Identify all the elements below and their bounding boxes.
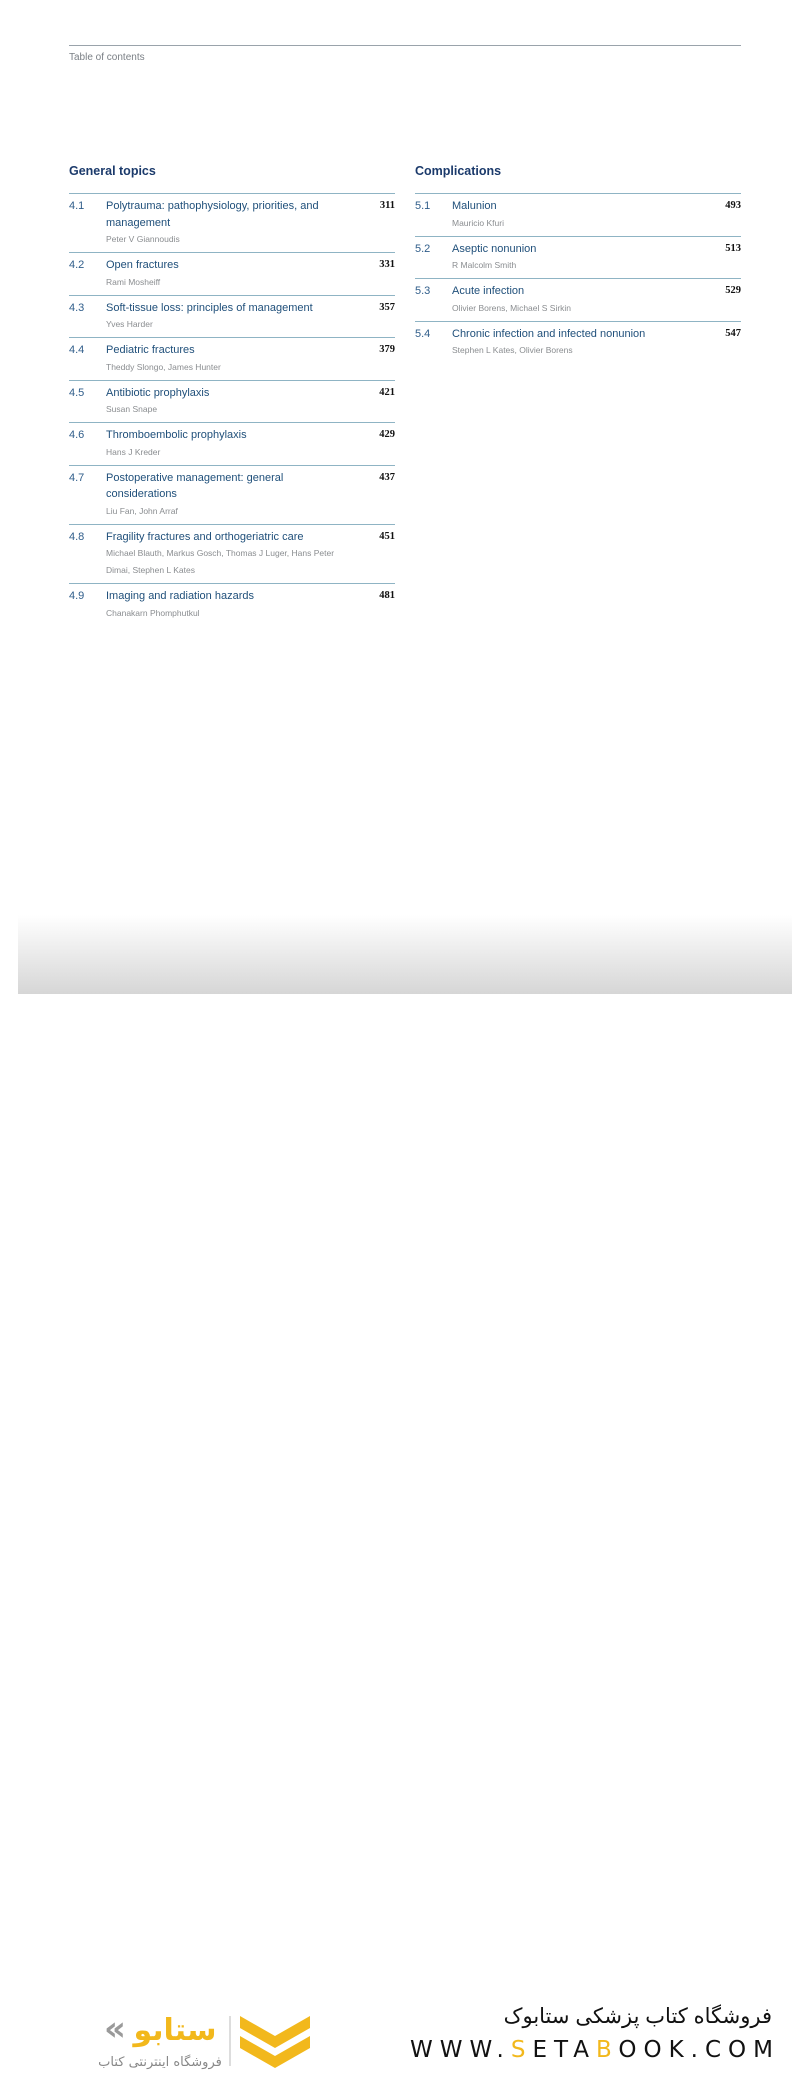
entry-page: 481	[379, 590, 395, 601]
section-title: Complications	[415, 164, 502, 178]
running-head: Table of contents	[69, 52, 145, 63]
toc-entry[interactable]	[69, 583, 395, 626]
shop-url[interactable]	[410, 2037, 780, 2063]
toc-entry[interactable]	[415, 321, 741, 364]
toc-entry[interactable]	[415, 278, 741, 321]
entry-author: Hans J Kreder	[106, 446, 161, 457]
entry-page: 421	[379, 386, 395, 398]
entry-page: 493	[725, 200, 741, 211]
entry-page: 529	[725, 285, 741, 296]
toc-entry[interactable]	[69, 193, 395, 252]
svg-text:فروشگاه اینترنتی کتاب: فروشگاه اینترنتی کتاب	[98, 2055, 222, 2070]
entry-page: 331	[379, 259, 395, 270]
entry-title: Polytrauma: pathophysiology, priorities, and management	[106, 200, 319, 229]
entry-title: Imaging and radiation hazards	[106, 590, 254, 602]
toc-entry[interactable]	[69, 422, 395, 465]
page-shadow	[18, 915, 792, 994]
toc-entry[interactable]	[69, 337, 395, 380]
entry-page: 311	[379, 200, 395, 211]
entry-author: Rami Mosheiff	[106, 276, 161, 287]
entry-author: Michael Blauth, Markus Gosch, Thomas J Luger, Hans Peter Dimai, Stephen L Kates	[106, 548, 335, 575]
setabook-logo	[55, 2004, 325, 2074]
entry-title: Thromboembolic prophylaxis	[106, 429, 247, 441]
entry-author: Peter V Giannoudis	[106, 234, 180, 244]
entry-page: 437	[379, 471, 395, 483]
footer-banner	[0, 994, 810, 2070]
entry-page: 513	[725, 242, 741, 254]
shop-name: فروشگاه کتاب پزشکی ستابوک	[503, 2005, 772, 2028]
url-part: B	[596, 2037, 619, 2063]
entry-number: 4.4	[69, 344, 85, 356]
section-title: General topics	[69, 164, 156, 178]
header-rule	[69, 45, 741, 46]
entry-number: 4.2	[69, 259, 85, 271]
entry-title: Fragility fractures and orthogeriatric care	[106, 530, 304, 543]
url-part: OOK.COM	[618, 2037, 780, 2063]
entry-author: Stephen L Kates, Olivier Borens	[452, 345, 573, 355]
url-part: ETA	[532, 2037, 597, 2063]
entry-number: 4.3	[69, 301, 85, 314]
toc-entry[interactable]	[69, 252, 395, 295]
entry-page: 357	[379, 301, 395, 313]
svg-text:ستابو: ستابو	[133, 2013, 217, 2048]
entry-title: Aseptic nonunion	[452, 242, 537, 255]
entry-title: Malunion	[452, 200, 497, 212]
entry-author: Mauricio Kfuri	[452, 217, 504, 228]
entry-page: 451	[379, 530, 395, 542]
entry-number: 4.7	[69, 471, 85, 484]
url-part: WWW.	[409, 2037, 511, 2063]
section-complications	[415, 163, 741, 363]
entry-author: Yves Harder	[106, 319, 153, 329]
entry-author: Theddy Slongo, James Hunter	[106, 361, 221, 372]
entry-author: Chanakarn Phomphutkul	[106, 607, 200, 618]
entry-number: 5.4	[415, 327, 431, 340]
entry-title: Pediatric fractures	[106, 344, 195, 356]
entry-author: R Malcolm Smith	[452, 260, 517, 270]
toc-entry[interactable]	[69, 524, 395, 584]
entry-number: 4.6	[69, 429, 85, 441]
entry-number: 5.2	[415, 242, 431, 255]
entry-page: 429	[379, 429, 395, 440]
entry-author: Susan Snape	[106, 404, 158, 414]
entry-number: 4.5	[69, 386, 85, 399]
toc-entry[interactable]	[415, 193, 741, 236]
entry-title: Acute infection	[452, 285, 525, 297]
section-general-topics	[69, 163, 395, 626]
entry-title: Postoperative management: general considerations	[106, 471, 284, 500]
url-part: S	[510, 2037, 533, 2063]
entry-title: Antibiotic prophylaxis	[106, 386, 210, 399]
entry-number: 4.9	[69, 590, 85, 602]
entry-number: 5.1	[415, 200, 431, 212]
entry-page: 379	[379, 344, 395, 355]
entry-number: 5.3	[415, 285, 431, 297]
entry-author: Liu Fan, John Arraf	[106, 505, 178, 516]
entry-title: Chronic infection and infected nonunion	[452, 327, 646, 340]
svg-text:«: «	[104, 2009, 126, 2049]
entry-author: Olivier Borens, Michael S Sirkin	[452, 302, 572, 313]
entry-title: Open fractures	[106, 259, 179, 271]
toc-entry[interactable]	[69, 465, 395, 524]
toc-entry[interactable]	[69, 295, 395, 338]
toc-entry[interactable]	[415, 236, 741, 279]
toc-entry[interactable]	[69, 380, 395, 423]
entry-page: 547	[725, 327, 741, 339]
entry-number: 4.8	[69, 530, 85, 543]
entry-title: Soft-tissue loss: principles of management	[106, 301, 313, 314]
entry-number: 4.1	[69, 200, 85, 212]
